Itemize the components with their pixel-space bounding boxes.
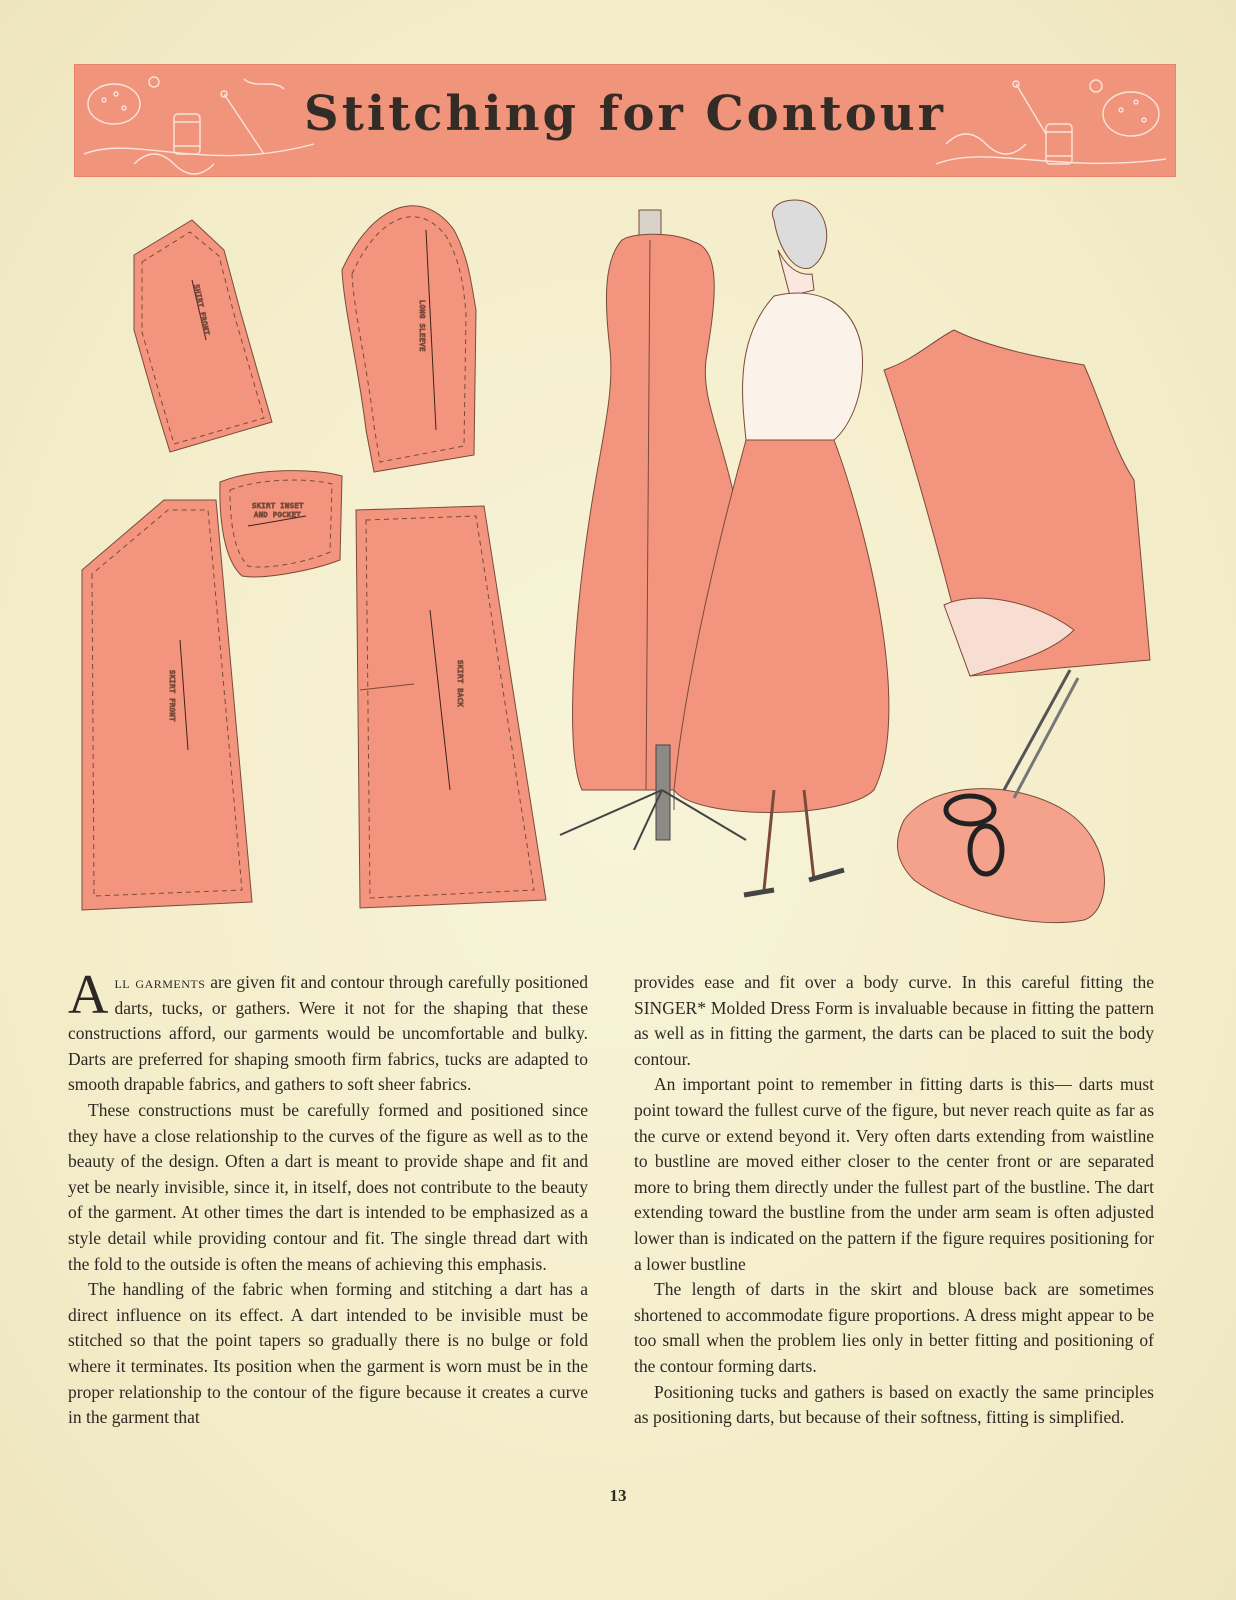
skirt-back-label: SKIRT BACK — [456, 660, 464, 708]
skirt-inset-label: SKIRT INSET — [252, 502, 304, 510]
pattern-piece-skirt-front — [82, 500, 252, 910]
paragraph-3: The handling of the fabric when forming and stitching a dart has a direct influence on its effect. A dart intended to be invisible must be stitched so that the point tapers so gradually there is no bulge or fold where it terminates. Its position when the garment is worn must be in the proper relationship to the contour of the figure because it creates a curve in the garment that — [68, 1279, 588, 1428]
paragraph-5: An important point to remember in fitting darts is this— darts must point toward the fullest curve of the figure, but never reach quite as far as the curve or extend beyond it. Very often darts extending from waistline to bustline are moved either closer to the center front or are separated more to bring them directly under the fullest part of the bustline. The dart extending toward the bustline from the under arm seam is often adjusted lower than is indicated on the pattern if the figure requires positioning for a lower bustline — [634, 1074, 1154, 1274]
pattern-piece-cut-fabric — [884, 330, 1150, 676]
body-text-right-column — [634, 970, 1154, 1431]
paragraph-1-text: are given fit and contour through carefully positioned darts, tucks, or gathers. Were it not for the shaping that these constructions afford, our garments would be uncomfortable and bulky. Darts are preferred for shaping smooth firm fabrics, tucks are adapted to smooth drapable fabrics, and gathers to soft sheer fabrics. — [68, 972, 588, 1095]
scissors-in-hand — [897, 670, 1104, 923]
pattern-illustration — [74, 190, 1184, 950]
pattern-piece-shirt-front — [134, 220, 272, 452]
body-text-left-column — [68, 964, 588, 1431]
lead-in-words: ll garments — [114, 972, 206, 992]
pattern-piece-skirt-inset-pocket — [220, 471, 342, 577]
pattern-piece-long-sleeve — [342, 206, 476, 472]
skirt-inset-label-2: AND POCKET — [254, 511, 302, 519]
page-title: Stitching for Contour — [304, 86, 946, 142]
skirt-front-label: SKIRT FRONT — [168, 670, 176, 722]
drop-cap: A — [68, 964, 109, 1026]
pattern-and-dress-form-drawing — [74, 190, 1184, 950]
shirt-front-label: SHIRT FRONT — [192, 283, 211, 337]
paragraph-intro — [68, 964, 588, 1098]
paragraph-6: The length of darts in the skirt and blouse back are sometimes shortened to accommodate figure proportions. A dress might appear to be too small when the problem lies only in better fitting and positioning of the contour forming darts. — [634, 1279, 1154, 1376]
paragraph-2: These constructions must be carefully formed and positioned since they have a close relationship to the curves of the figure as well as to the beauty of the design. Often a dart is meant to provide shape and fit and yet be nearly invisible, since it, in itself, does not contribute to the beauty of the garment. At other times the dart is intended to be emphasized as a style detail while providing contour and fit. The single thread dart with the fold to the outside is often the means of achieving this emphasis. — [68, 1099, 588, 1274]
paragraph-4: provides ease and fit over a body curve. In this careful fitting the SINGER* Molded Dress Form is invaluable because in fitting the pattern as well as in fitting the garment, the darts can be placed to suit the body contour. — [634, 972, 1154, 1069]
paragraph-7: Positioning tucks and gathers is based on exactly the same principles as positioning darts, but because of their softness, fitting is simplified. — [634, 1381, 1154, 1428]
long-sleeve-label: LONG SLEEVE — [418, 300, 426, 352]
page-number: 13 — [609, 1486, 627, 1505]
pattern-piece-skirt-back — [356, 506, 546, 908]
title-banner — [74, 64, 1176, 177]
